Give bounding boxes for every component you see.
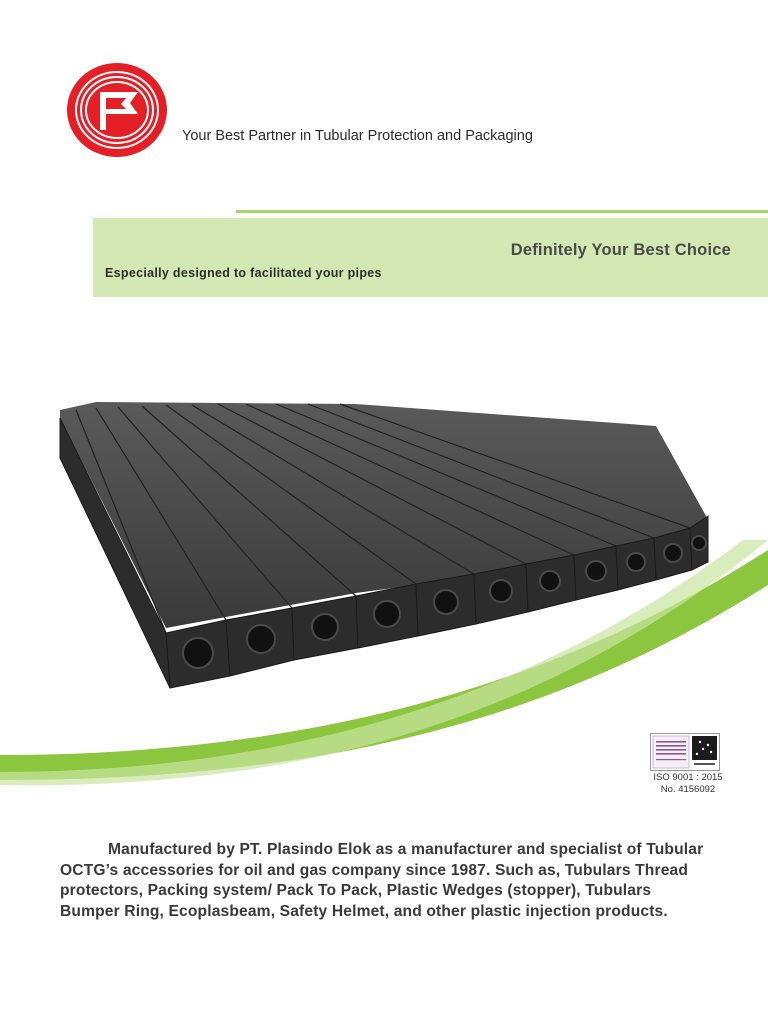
banner-headline: Definitely Your Best Choice <box>510 241 731 259</box>
company-tagline: Your Best Partner in Tubular Protection and Packaging <box>182 128 533 144</box>
banner-subheading: Especially designed to facilitated your pipes <box>105 266 382 280</box>
ecoplasbeam-product-image <box>56 398 712 696</box>
iso-standard: ISO 9001 : 2015 <box>653 772 723 783</box>
banner <box>93 218 768 297</box>
company-logo <box>66 62 168 158</box>
company-description: Manufactured by PT. Plasindo Elok as a manufacturer and specialist of Tubular OCTG’s accessories for oil and gas company since 1987. Such as, Tubulars Thread protectors, Packing system/ Pack To Pack, Plastic Wedges (stopper), Tubulars Bumper Ring, Ecoplasbeam, Safety Helmet, and other plastic injection products. <box>60 841 704 920</box>
certification-info <box>648 772 728 796</box>
certificate-number: No. 4156092 <box>660 784 716 795</box>
banner-accent-line <box>236 210 768 213</box>
iso-certification-logo <box>650 733 720 771</box>
